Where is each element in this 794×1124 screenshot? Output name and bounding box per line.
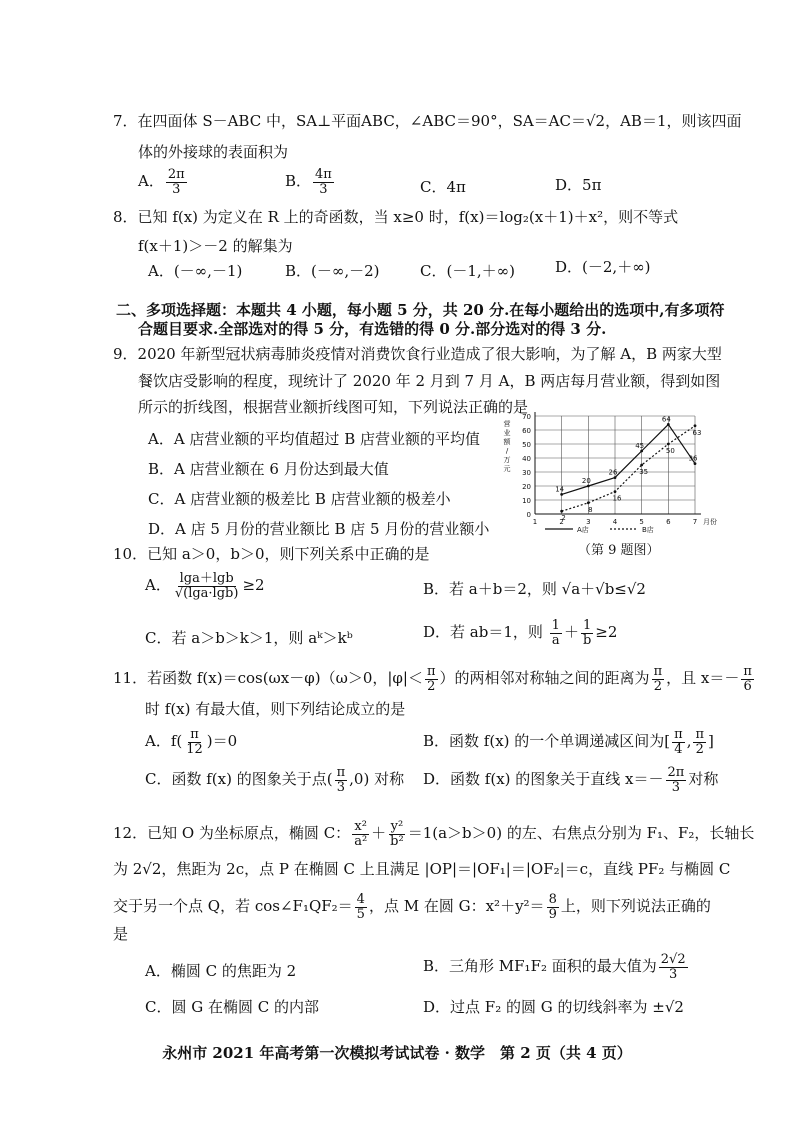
chart-ylabel-char: 业 — [503, 429, 511, 437]
section2-header-1: 二、多项选择题：本题共 4 小题，每小题 5 分，共 20 分.在每小题给出的选项中,有多项符 — [116, 301, 725, 319]
q9-option-d: D．A 店 5 月份的营业额比 B 店 5 月份的营业额小 — [148, 520, 490, 538]
q9-line-chart — [495, 410, 725, 538]
chart-data-label: 26 — [608, 468, 618, 477]
chart-legend-label: A店 — [577, 526, 589, 534]
frac-den: 6 — [743, 678, 752, 694]
q10-option-c: C．若 a＞b＞k＞1，则 aᵏ＞kᵇ — [145, 629, 353, 647]
q10-option-a-tail: ≥2 — [242, 576, 265, 595]
q11-frac-dist — [652, 665, 665, 693]
chart-data-label: 8 — [588, 505, 593, 514]
frac-num: x² — [354, 819, 367, 834]
q12-option-b-pre: B．三角形 MF₁F₂ 面积的最大值为 — [423, 957, 657, 976]
q10-option-d-tail: ≥2 — [595, 623, 618, 642]
q11-option-d-frac — [666, 766, 687, 794]
q12-option-d: D．过点 F₂ 的圆 G 的切线斜率为 ±√2 — [423, 998, 684, 1016]
q10-line1 — [113, 545, 430, 563]
q10-option-d-plus: ＋ — [563, 623, 579, 642]
q9-option-c: C．A 店营业额的极差比 B 店营业额的极差小 — [148, 490, 451, 508]
chart-xtick-label: 1 — [532, 518, 538, 526]
frac-num: lga＋lgb — [179, 571, 234, 586]
q12-option-b — [423, 953, 690, 981]
frac-den: 9 — [548, 906, 557, 922]
q10-option-d-pre: D．若 ab＝1，则 — [423, 623, 548, 642]
q7-option-a-label: A． — [138, 172, 164, 191]
q11-option-a-pre: A．f( — [145, 732, 183, 751]
chart-data-label: 64 — [661, 415, 671, 424]
frac-den: 3 — [669, 966, 678, 982]
q7-option-d: D．5π — [555, 176, 602, 194]
q11-number: 11． — [113, 669, 148, 688]
q11-stem-b: ）的两相邻对称轴之间的距离为 — [439, 669, 650, 688]
chart-data-point — [614, 490, 617, 493]
chart-xtick-label: 3 — [586, 518, 591, 526]
q12-stem-4: 是 — [113, 925, 129, 943]
q11-option-a — [145, 728, 237, 756]
q11-frac-phi — [425, 665, 438, 693]
q7-stem-1: 在四面体 S－ABC 中，SA⊥平面ABC，∠ABC＝90°，SA＝AC＝√2，AB＝1，则该四面 — [137, 112, 742, 130]
q12-stem-a: 已知 O 为坐标原点，椭圆 C： — [147, 824, 351, 843]
chart-xtick-label: 4 — [612, 518, 618, 526]
frac-den: 3 — [336, 779, 345, 795]
chart-data-point — [587, 501, 590, 504]
chart-data-point — [614, 476, 617, 479]
chart-ytick-label: 30 — [522, 469, 531, 477]
chart-legend-label: B店 — [642, 526, 654, 534]
chart-data-label: 14 — [555, 485, 565, 494]
q12-number: 12． — [113, 824, 148, 843]
q11-option-d-pre: D．函数 f(x) 的图象关于直线 x＝－ — [423, 770, 664, 789]
chart-xtick-label: 2 — [559, 518, 564, 526]
chart-xtick-label: 7 — [692, 518, 698, 526]
q12-stem-3a: 交于另一个点 Q，若 cos∠F₁QF₂＝ — [113, 897, 353, 916]
q8-option-a: A．(－∞,－1) — [148, 262, 243, 280]
q10-option-d-frac1 — [550, 619, 562, 647]
q12-stem-3c: 上，则下列说法正确的 — [560, 897, 711, 916]
frac-den: b — [582, 632, 592, 648]
q8-stem-2: f(x＋1)＞－2 的解集为 — [138, 237, 293, 255]
frac-num: π — [427, 664, 436, 679]
q8-option-c: C．(－1,＋∞) — [420, 262, 515, 280]
chart-data-label: 35 — [639, 468, 649, 476]
q12-stem-2: 为 2√2，焦距为 2c，点 P 在椭圆 C 上且满足 |OP|＝|OF₁|＝|OF₂|＝c，直线 PF₂ 与椭圆 C — [113, 860, 731, 878]
frac-den: 2 — [695, 741, 704, 757]
q11-option-c-tail: ,0) 对称 — [349, 770, 405, 789]
q12-stem-3b: ，点 M 在圆 G：x²＋y²＝ — [368, 897, 545, 916]
q9-line1 — [113, 345, 722, 363]
frac-den: 5 — [356, 906, 365, 922]
chart-ytick-label: 40 — [522, 455, 531, 463]
frac-den: √(lga·lgb) — [174, 585, 239, 601]
q7-option-a — [138, 168, 189, 196]
q10-number: 10． — [113, 545, 148, 563]
chart-data-point — [640, 450, 643, 453]
page-footer: 永州市 2021 年高考第一次模拟考试试卷 · 数学 第 2 页（共 4 页） — [162, 1044, 632, 1062]
q11-option-b — [423, 728, 714, 756]
chart-data-label: 50 — [665, 447, 675, 455]
chart-ylabel-char: / — [505, 447, 509, 455]
chart-ylabel-char: 营 — [503, 420, 511, 428]
frac-num: π — [695, 727, 705, 742]
frac-num: π — [336, 765, 346, 780]
q9-stem-1: 2020 年新型冠状病毒肺炎疫情对消费饮食行业造成了很大影响，为了解 A，B 两家大型 — [137, 345, 722, 363]
frac-num: π — [743, 664, 752, 679]
q12-frac-x — [352, 820, 369, 848]
frac-den: 4 — [674, 741, 683, 757]
q11-option-d-tail: 对称 — [688, 770, 719, 789]
q11-option-c — [145, 766, 404, 794]
frac-num: 1 — [551, 618, 560, 633]
q8-stem-1: 已知 f(x) 为定义在 R 上的奇函数，当 x≥0 时，f(x)＝log₂(x＋1)＋x²，则不等式 — [137, 208, 679, 226]
q11-option-c-pre: C．函数 f(x) 的图象关于点( — [145, 770, 333, 789]
q11-option-c-frac — [335, 766, 348, 794]
chart-data-label: 45 — [635, 442, 645, 450]
chart-ytick-label: 0 — [526, 511, 531, 519]
chart-data-label: 20 — [581, 477, 591, 485]
q9-chart-caption: （第 9 题图） — [578, 543, 660, 558]
q12-line3 — [113, 893, 711, 921]
q11-option-b-tail: ] — [708, 732, 714, 751]
q8-option-b: B．(－∞,－2) — [285, 262, 380, 280]
q7-line1 — [113, 112, 741, 130]
q11-option-a-tail: )＝0 — [206, 732, 238, 751]
frac-den: 2 — [653, 678, 662, 694]
chart-xtick-label: 6 — [666, 518, 671, 526]
q8-option-d: D．(－2,＋∞) — [555, 258, 651, 276]
chart-ytick-label: 10 — [522, 497, 531, 505]
chart-data-point — [587, 485, 590, 488]
q12-frac-cos — [355, 893, 367, 921]
q7-number: 7． — [113, 112, 138, 130]
chart-ytick-label: 70 — [522, 413, 531, 421]
chart-data-point — [640, 464, 643, 467]
q10-option-a-label: A． — [145, 576, 171, 595]
q10-option-d-frac2 — [581, 619, 593, 647]
q10-option-a-frac — [173, 572, 241, 600]
chart-data-point — [667, 423, 670, 426]
chart-ytick-label: 60 — [522, 427, 531, 435]
frac-num: 2√2 — [660, 952, 686, 967]
frac-num: 1 — [582, 618, 592, 633]
q9-stem-2: 餐饮店受影响的程度，现统计了 2020 年 2 月到 7 月 A，B 两店每月营业额，得到如图 — [138, 372, 721, 390]
frac-num: 8 — [548, 892, 557, 907]
q12-line1 — [113, 820, 754, 848]
chart-data-label: 16 — [612, 494, 622, 503]
q9-option-b: B．A 店营业额在 6 月份达到最大值 — [148, 460, 389, 478]
chart-data-label: 2 — [561, 514, 566, 523]
q11-option-b-frac1 — [672, 728, 685, 756]
chart-ylabel-char: 元 — [503, 465, 511, 473]
frac-num: y² — [390, 819, 404, 834]
q12-frac-r — [547, 893, 559, 921]
q10-option-d — [423, 619, 617, 647]
q11-option-a-frac — [184, 728, 205, 756]
q9-option-a: A．A 店营业额的平均值超过 B 店营业额的平均值 — [148, 430, 480, 448]
frac-num: π — [190, 727, 199, 742]
frac-den: 12 — [186, 741, 203, 757]
chart-data-label: 63 — [692, 428, 702, 437]
q10-option-b: B．若 a＋b＝2，则 √a＋√b≤√2 — [423, 580, 646, 598]
q12-plus: ＋ — [371, 824, 387, 843]
q11-option-b-pre: B．函数 f(x) 的一个单调递减区间为[ — [423, 732, 671, 751]
chart-series-line — [562, 426, 695, 511]
q8-number: 8． — [113, 208, 138, 226]
frac-den: 2 — [427, 678, 436, 694]
chart-ytick-label: 20 — [522, 483, 531, 491]
frac-den: 3 — [319, 181, 328, 197]
q12-option-a: A．椭圆 C 的焦距为 2 — [145, 962, 297, 980]
chart-data-point — [560, 510, 563, 513]
frac-num: 4π — [315, 167, 332, 182]
q12-option-c: C．圆 G 在椭圆 C 的内部 — [145, 998, 320, 1016]
q11-stem-c: ，且 x＝－ — [666, 669, 740, 688]
section2-header-2: 合题目要求.全部选对的得 5 分，有选错的得 0 分.部分选对的得 3 分. — [138, 320, 607, 338]
frac-num: 2π — [167, 167, 185, 182]
chart-data-point — [667, 443, 670, 446]
q7-stem-2: 体的外接球的表面积为 — [138, 143, 289, 161]
frac-den: b² — [390, 833, 404, 849]
chart-ytick-label: 50 — [522, 441, 531, 449]
q7-option-b-label: B． — [285, 172, 312, 191]
chart-ylabel-char: 万 — [503, 456, 511, 464]
q11-option-d — [423, 766, 718, 794]
chart-data-point — [694, 424, 697, 427]
frac-num: π — [653, 664, 663, 679]
frac-num: 2π — [667, 765, 685, 780]
frac-den: 3 — [671, 779, 681, 795]
q9-number: 9． — [113, 345, 138, 363]
chart-data-label: 36 — [688, 454, 698, 463]
q12-option-b-frac — [659, 953, 688, 981]
q7-option-c: C．4π — [420, 178, 466, 196]
frac-den: 3 — [172, 181, 181, 197]
q7-option-b — [285, 168, 336, 196]
q12-frac-y — [388, 820, 406, 848]
q8-line1 — [113, 208, 678, 226]
q12-stem-b: ＝1(a＞b＞0) 的左、右焦点分别为 F₁、F₂，长轴长 — [407, 824, 755, 843]
q11-option-b-frac2 — [693, 728, 706, 756]
chart-xlabel: 月份 — [703, 518, 717, 526]
q11-frac-x — [741, 665, 754, 693]
frac-num: π — [674, 727, 683, 742]
q7-option-b-frac — [313, 168, 334, 196]
q10-stem: 已知 a＞0，b＞0，则下列关系中正确的是 — [147, 545, 430, 563]
chart-data-point — [694, 462, 697, 465]
frac-den: a² — [354, 833, 368, 849]
q7-option-a-frac — [166, 168, 187, 196]
frac-den: a — [551, 632, 560, 648]
q11-stem-a: 若函数 f(x)＝cos(ωx－φ)（ω＞0，|φ|＜ — [147, 669, 423, 688]
chart-ylabel-char: 额 — [503, 438, 511, 446]
q9-stem-3: 所示的折线图，根据营业额折线图可知，下列说法正确的是 — [138, 398, 529, 416]
chart-data-point — [560, 493, 563, 496]
q11-stem-2: 时 f(x) 有最大值，则下列结论成立的是 — [145, 700, 406, 718]
q11-line1 — [113, 665, 756, 693]
chart-xtick-label: 5 — [639, 518, 644, 526]
frac-num: 4 — [356, 892, 365, 907]
q11-option-b-mid: , — [686, 732, 692, 751]
q10-option-a — [145, 572, 265, 600]
